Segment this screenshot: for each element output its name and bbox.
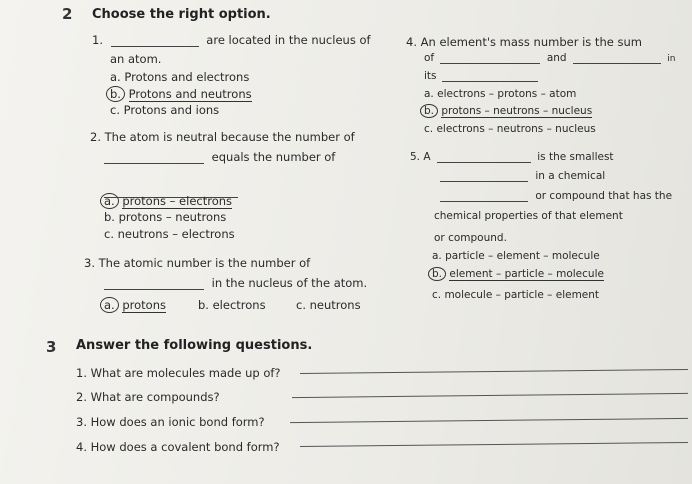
- question-text: equals the number of: [211, 150, 336, 164]
- question-2-line1: 2. The atom is neutral because the number of: [90, 130, 355, 144]
- open-question-2: 2. What are compounds?: [76, 390, 220, 404]
- answer-blank: [573, 52, 661, 64]
- question-number: 5. A: [410, 151, 431, 163]
- question-4-line2: [424, 52, 675, 64]
- q4-option-c: c. electrons – neutrons – nucleus: [424, 123, 596, 135]
- answer-line: [292, 393, 688, 398]
- question-5-line4: chemical properties of that element: [434, 210, 623, 222]
- option-text: protons – neutrons – nucleus: [441, 105, 593, 117]
- question-text: in: [667, 54, 676, 64]
- q1-option-c: c. Protons and ions: [110, 103, 220, 117]
- question-text: in the nucleus of the atom.: [211, 276, 368, 290]
- question-3-line2: [104, 276, 367, 290]
- option-text: Protons and neutrons: [128, 87, 252, 101]
- selected-option-circle: a.: [100, 193, 119, 209]
- question-4-line3: [424, 70, 538, 82]
- question-text: of: [424, 52, 435, 64]
- answer-blank: [437, 151, 531, 163]
- section-number: 2: [62, 5, 73, 23]
- answer-blank: [104, 152, 204, 164]
- answer-blank: [442, 70, 538, 82]
- q1-option-b: [110, 87, 252, 101]
- question-text: are located in the nucleus of: [206, 33, 371, 47]
- question-text: and: [546, 52, 567, 64]
- open-question-4: 4. How does a covalent bond form?: [76, 440, 280, 454]
- answer-line: [290, 418, 688, 423]
- q5-option-b: [432, 268, 604, 280]
- question-5-line5: or compound.: [434, 232, 507, 244]
- section-title: Choose the right option.: [92, 7, 271, 22]
- question-number: 1.: [92, 33, 103, 47]
- q3-option-c: c. neutrons: [296, 298, 361, 312]
- q3-option-b: b. electrons: [198, 298, 266, 312]
- q2-option-a: [104, 194, 232, 208]
- q4-option-b: [424, 105, 592, 117]
- q1-option-a: a. Protons and electrons: [110, 70, 250, 84]
- q5-option-a: a. particle – element – molecule: [432, 250, 600, 262]
- question-text: is the smallest: [537, 151, 614, 163]
- selected-option-circle: b.: [106, 86, 125, 102]
- question-4-line1: 4. An element's mass number is the sum: [406, 35, 642, 49]
- selected-option-circle: b.: [428, 267, 446, 281]
- answer-blank: [440, 170, 528, 182]
- question-5-line1: [410, 151, 614, 163]
- option-text: protons: [122, 298, 166, 312]
- selected-option-circle: a.: [100, 297, 119, 313]
- open-question-3: 3. How does an ionic bond form?: [76, 415, 265, 429]
- question-text: its: [424, 70, 437, 82]
- question-1-line2: an atom.: [110, 52, 162, 66]
- section-title: Answer the following questions.: [76, 338, 313, 353]
- answer-blank: [111, 35, 199, 47]
- question-text: or compound that has the: [535, 190, 673, 202]
- open-question-1: 1. What are molecules made up of?: [76, 366, 281, 380]
- q3-option-a: [104, 298, 166, 312]
- answer-line: [300, 369, 688, 374]
- q2-option-b: b. protons – neutrons: [104, 210, 227, 224]
- question-2-line2: [104, 150, 335, 164]
- question-3-line1: 3. The atomic number is the number of: [84, 256, 311, 270]
- q2-option-c: c. neutrons – electrons: [104, 227, 235, 241]
- answer-blank: [104, 278, 204, 290]
- question-5-line3: [440, 190, 672, 202]
- question-text: in a chemical: [535, 170, 606, 182]
- option-text: element – particle – molecule: [449, 268, 604, 280]
- answer-blank: [440, 190, 528, 202]
- option-text: protons – electrons: [122, 194, 233, 208]
- answer-line: [300, 442, 688, 447]
- q4-option-a: a. electrons – protons – atom: [424, 88, 577, 100]
- question-1-line1: [92, 33, 371, 47]
- q5-option-c: c. molecule – particle – element: [432, 289, 600, 301]
- selected-option-circle: b.: [420, 104, 438, 118]
- question-5-line2: [440, 170, 605, 182]
- answer-blank: [440, 52, 540, 64]
- section-number: 3: [46, 338, 57, 356]
